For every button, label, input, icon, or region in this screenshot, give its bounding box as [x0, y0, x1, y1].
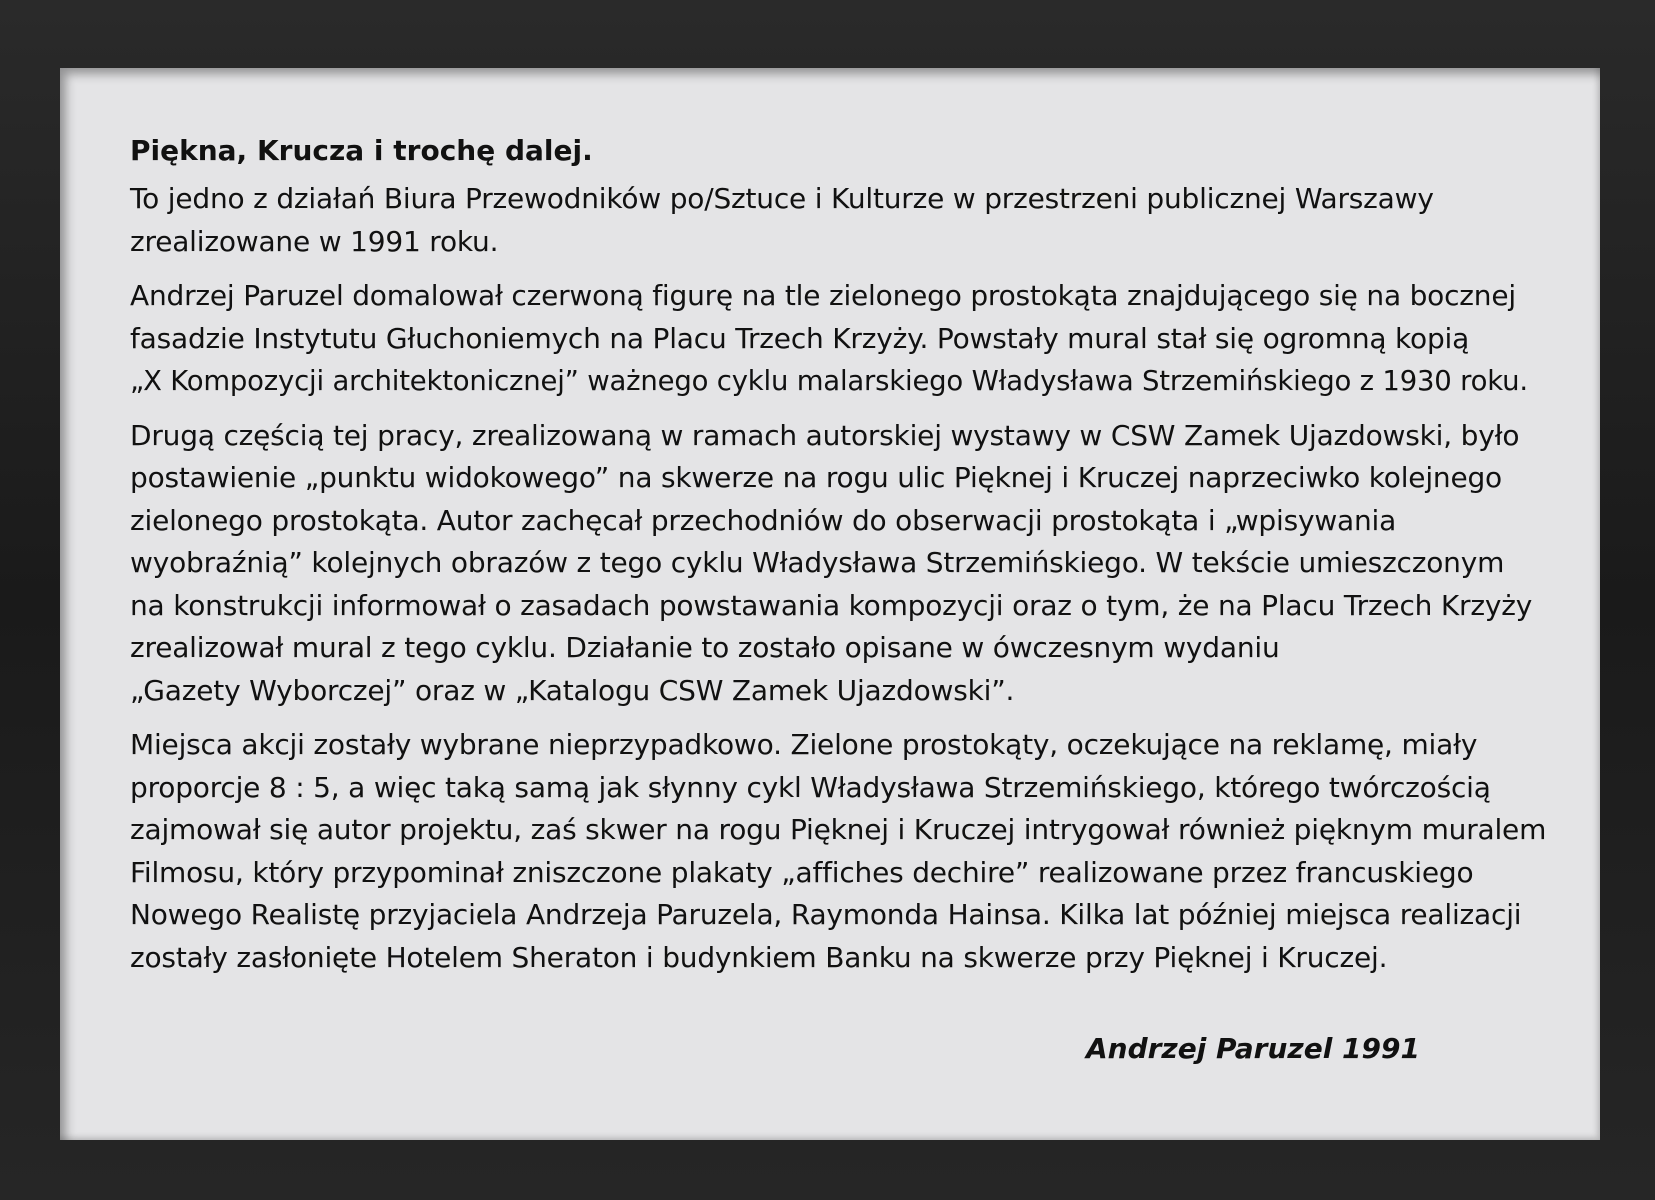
paragraph-line: Nowego Realistę przyjaciela Andrzeja Paruzela, Raymonda Hainsa. Kilka lat później miejsca realizacji: [130, 898, 1522, 931]
paragraph-line: Drugą częścią tej pracy, zrealizowaną w ramach autorskiej wystawy w CSW Zamek Ujazdowski, było: [130, 418, 1520, 452]
paragraph-4: [130, 724, 1550, 979]
paragraph-line: zrealizował mural z tego cyklu. Działanie to zostało opisane w ówczesnym wydaniu: [130, 631, 1280, 664]
paragraph-line: Miejsca akcji zostały wybrane nieprzypadkowo. Zielone prostokąty, oczekujące na reklamę, miały: [130, 728, 1478, 761]
paragraph-line: „Gazety Wyborczej” oraz w „Katalogu CSW Zamek Ujazdowski”.: [130, 673, 1015, 707]
text-block: [130, 130, 1550, 991]
paragraph-line: „X Kompozycji architektonicznej” ważnego cyklu malarskiego Władysława Strzemińskiego z 1930 roku.: [130, 365, 1528, 397]
paragraph-2: [130, 275, 1550, 403]
paragraph-line: To jedno z działań Biura Przewodników po/Sztuce i Kulturze w przestrzeni publicznej Warszawy: [130, 182, 1434, 215]
paragraph-line: zajmował się autor projektu, zaś skwer na rogu Pięknej i Kruczej intrygował również pięknym muralem: [130, 813, 1547, 846]
paragraph-line: zostały zasłonięte Hotelem Sheraton i budynkiem Banku na skwerze przy Pięknej i Kruczej.: [130, 940, 1388, 974]
paragraph-1: [130, 178, 1550, 263]
paragraph-line: proporcje 8 : 5, a więc taką samą jak słynny cykl Władysława Strzemińskiego, którego twórczością: [130, 770, 1491, 804]
paragraph-line: na konstrukcji informował o zasadach powstawania kompozycji oraz o tym, że na Placu Trzech Krzyży: [130, 588, 1533, 622]
paragraph-3: [130, 415, 1550, 713]
paragraph-line: zielonego prostokąta. Autor zachęcał przechodniów do obserwacji prostokąta i „wpisywania: [130, 503, 1397, 537]
paragraph-line: postawienie „punktu widokowego” na skwerze na rogu ulic Pięknej i Kruczej naprzeciwko kolejnego: [130, 461, 1502, 494]
author-signature: Andrzej Paruzel 1991: [1085, 1032, 1420, 1065]
paragraph-line: Filmosu, który przypominał zniszczone plakaty „affiches dechire” realizowane przez francuskiego: [130, 855, 1474, 889]
document-title: Piękna, Krucza i trochę dalej.: [130, 134, 593, 167]
paragraph-line: zrealizowane w 1991 roku.: [130, 224, 499, 258]
paragraph-line: wyobraźnią” kolejnych obrazów z tego cyklu Władysława Strzemińskiego. W tekście umieszczonym: [130, 546, 1505, 579]
paragraph-line: Andrzej Paruzel domalował czerwoną figurę na tle zielonego prostokąta znajdującego się na bocznej: [130, 279, 1516, 312]
paragraph-line: fasadzie Instytutu Głuchoniemych na Placu Trzech Krzyży. Powstały mural stał się ogromną kopią: [130, 321, 1470, 355]
